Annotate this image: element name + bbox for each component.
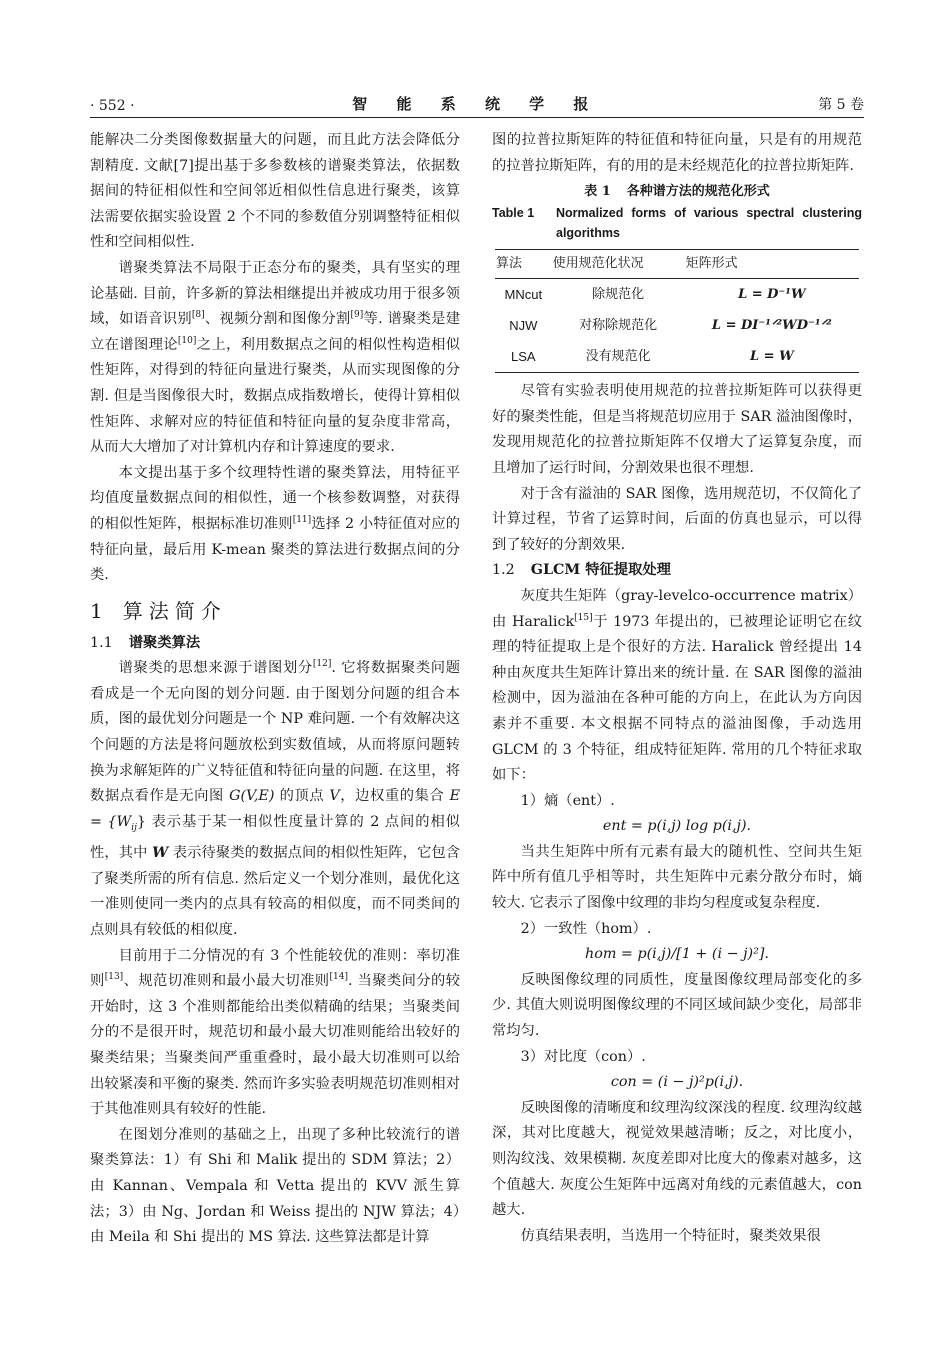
- header-rule: [90, 117, 864, 118]
- table-cell: 没有规范化: [552, 341, 685, 373]
- paragraph: 对于含有溢油的 SAR 图像，选用规范切，不仅简化了计算过程，节省了运算时间，后面的仿真也显示，可以得到了较好的分割效果.: [492, 485, 862, 553]
- subsection-heading: 1.1 谱聚类算法: [90, 634, 201, 651]
- right-column: [492, 128, 862, 1249]
- paragraph: 本文提出基于多个纹理特性谱的聚类算法，用特征平均值度量数据点间的相似性，通一个核参数调整，对获得的相似性矩阵，根据标准切准则[11]选择 2 小特征值对应的特征向量，最后用 K-mean 聚类的算法进行数据点间的分类.: [90, 464, 461, 584]
- page-number: · 552 ·: [90, 98, 135, 114]
- citation: [14]: [329, 972, 348, 983]
- table-row: [495, 341, 859, 373]
- list-item: 1）熵（ent）.: [520, 792, 615, 809]
- section-heading: 1 算法简介: [90, 598, 227, 623]
- table-header-cell: 使用规范化状况: [552, 250, 685, 279]
- volume-label: 第 5 卷: [818, 97, 864, 113]
- table-header-cell: 矩阵形式: [685, 250, 859, 279]
- paragraph: 图的拉普拉斯矩阵的特征值和特征向量，只是有的用规范的拉普拉斯矩阵，有的用的是未经规范化的拉普拉斯矩阵.: [492, 132, 862, 174]
- table-cell: 除规范化: [592, 286, 645, 302]
- table-row: [495, 310, 859, 341]
- table-caption-en: Table 1 Normalized forms of various spectral clustering algorithms: [492, 206, 862, 241]
- journal-title: 智 能 系 统 学 报: [352, 95, 601, 113]
- table-cell: L = W: [685, 341, 859, 373]
- table-header-row: [495, 250, 859, 279]
- table-row: [495, 279, 859, 311]
- paragraph: 在图划分准则的基础之上，出现了多种比较流行的谱聚类算法：1）有 Shi 和 Malik 提出的 SDM 算法；2）由 Kannan、Vempala 和 Vetta 提出的 KVV 派生算法；3）由 Ng、Jordan 和 Weiss 提出的 NJW 算法；4）由 Meila 和 Shi 提出的 MS 算法. 这些算法都是计算: [90, 1126, 460, 1246]
- paragraph: 能解决二分类图像数据量大的问题，而且此方法会降低分割精度. 文献[7]提出基于多参数核的谱聚类算法，依据数据间的特征相似性和空间邻近相似性信息进行聚类，该算法需要依据实验设置 2 个不同的参数值分别调整特征相似性和空间相似性.: [90, 132, 460, 251]
- citation: [15]: [574, 612, 593, 623]
- table-cell: LSA: [495, 341, 552, 373]
- table-cell: MNcut: [504, 286, 543, 302]
- paragraph: 反映图像纹理的同质性，度量图像纹理局部变化的多少. 其值大则说明图像纹理的不同区域间缺少变化，局部非常均匀.: [492, 971, 862, 1040]
- table-cell: 对称除规范化: [579, 317, 658, 333]
- table-cell: NJW: [509, 317, 538, 333]
- list-item: 3）对比度（con）.: [520, 1048, 646, 1065]
- citation: [8]: [191, 310, 205, 321]
- paragraph: 当共生矩阵中所有元素有最大的随机性、空间共生矩阵中所有值几乎相等时，共生矩阵中元素分散分布时，熵较大. 它表示了图像中纹理的非均匀程度或复杂程度.: [492, 843, 862, 912]
- equation: ent = p(i,j) log p(i,j).: [602, 818, 752, 835]
- citation: [13]: [104, 972, 124, 983]
- paragraph: 谱聚类的思想来源于谱图划分[12]. 它将数据聚类问题看成是一个无向图的划分问题. 由于图划分问题的组合本质，图的最优划分问题是一个 NP 难问题. 一个有效解决这个问题的方法是将问题放松到实数值域，从而将原问题转换为求解矩阵的广义特征值和特征向量的问题. 在这里，将数据点看作是无向图 G(V,E) 的顶点 V，边权重的集合 $E = \{W_{ij}\}$ 表示基于某一相似性度量计算的 2 点间的相似性，其中 W 表示待聚类的数据点间的相似性矩阵，它包含了聚类所需的所有信息. 然后定义一个划分准则，最优化这一准则使同一类内的点具有较高的相似度，而不同类间的点则具有较低的相似度.: [90, 659, 461, 939]
- paragraph: 目前用于二分情况的有 3 个性能较优的准则：率切准则[13]、规范切准则和最小最大切准则[14]. 当聚类间分的较开始时，这 3 个准则都能给出类似精确的结果；当聚类间分的不是很开时，规范切和最小最大切准则能给出较好的聚类结果；当聚类间严重重叠时，最小最大切准则可以给出较紧凑和平衡的聚类. 然而许多实验表明规范切准则相对于其他准则具有较好的性能.: [90, 947, 461, 1118]
- table-caption-zh: 表 1 各种谱方法的规范化形式: [584, 184, 770, 200]
- paragraph: 灰度共生矩阵（gray-levelco-occurrence matrix）由 Haralick[15]于 1973 年提出的，已被理论证明它在纹理的特征提取上是个很好的方法. Haralick 曾经提出 14 种由灰度共生矩阵计算出来的统计量. 在 SAR 图像的溢油检测中，因为溢油在各种可能的方向上，在此认为方向因素并不重要. 本文根据不同特点的溢油图像，手动选用 GLCM 的 3 个特征，组成特征矩阵. 常用的几个特征求取如下：: [492, 587, 862, 784]
- paragraph: 反映图像的清晰度和纹理沟纹深浅的程度. 纹理沟纹越深，其对比度越大，视觉效果越清晰；反之，对比度小，则沟纹浅、效果模糊. 灰度差即对比度大的像素对越多，这个值越大. 灰度公生矩阵中远离对角线的元素值越大，con 越大.: [492, 1099, 862, 1219]
- citation: [10]: [177, 335, 197, 346]
- paragraph: 谱聚类算法不局限于正态分布的聚类，具有坚实的理论基础. 目前，许多新的算法相继提出并被成功用于很多领域，如语音识别[8]、视频分割和图像分割[9]等. 谱聚类是建立在谱图理论[10]之上，利用数据点之间的相似性构造相似性矩阵，对得到的特征向量进行聚类，从而实现图像的分割. 但是当图像很大时，数据点成指数增长，使得计算相似性矩阵、求解对应的特征值和特征向量的复杂度非常高，从而大大增加了对计算机内存和计算速度的要求.: [90, 259, 461, 456]
- citation: [11]: [292, 515, 312, 526]
- subsection-heading: 1.2 GLCM 特征提取处理: [492, 562, 671, 579]
- left-column: [90, 128, 460, 1251]
- paragraph: 尽管有实验表明使用规范的拉普拉斯矩阵可以获得更好的聚类性能，但是当将规范切应用于 SAR 溢油图像时，发现用规范化的拉普拉斯矩阵不仅增大了运算复杂度，而且增加了运行时间，分割效果也很不理想.: [492, 383, 862, 476]
- table-header-cell: 算法: [495, 250, 552, 279]
- citation: [12]: [312, 659, 332, 670]
- citation: [9]: [350, 310, 364, 321]
- list-item: 2）一致性（hom）.: [520, 920, 652, 937]
- table-cell: L = DI⁻¹ᐟ²WD⁻¹ᐟ²: [711, 317, 832, 333]
- running-header: [90, 92, 864, 114]
- table-cell: L = D⁻¹W: [738, 286, 806, 302]
- equation: hom = p(i,j)/[1 + (i − j)²].: [585, 946, 769, 963]
- equation: con = (i − j)²p(i,j).: [610, 1074, 744, 1091]
- normalization-table: [495, 249, 859, 373]
- paragraph: 仿真结果表明，当选用一个特征时，聚类效果很: [520, 1227, 821, 1244]
